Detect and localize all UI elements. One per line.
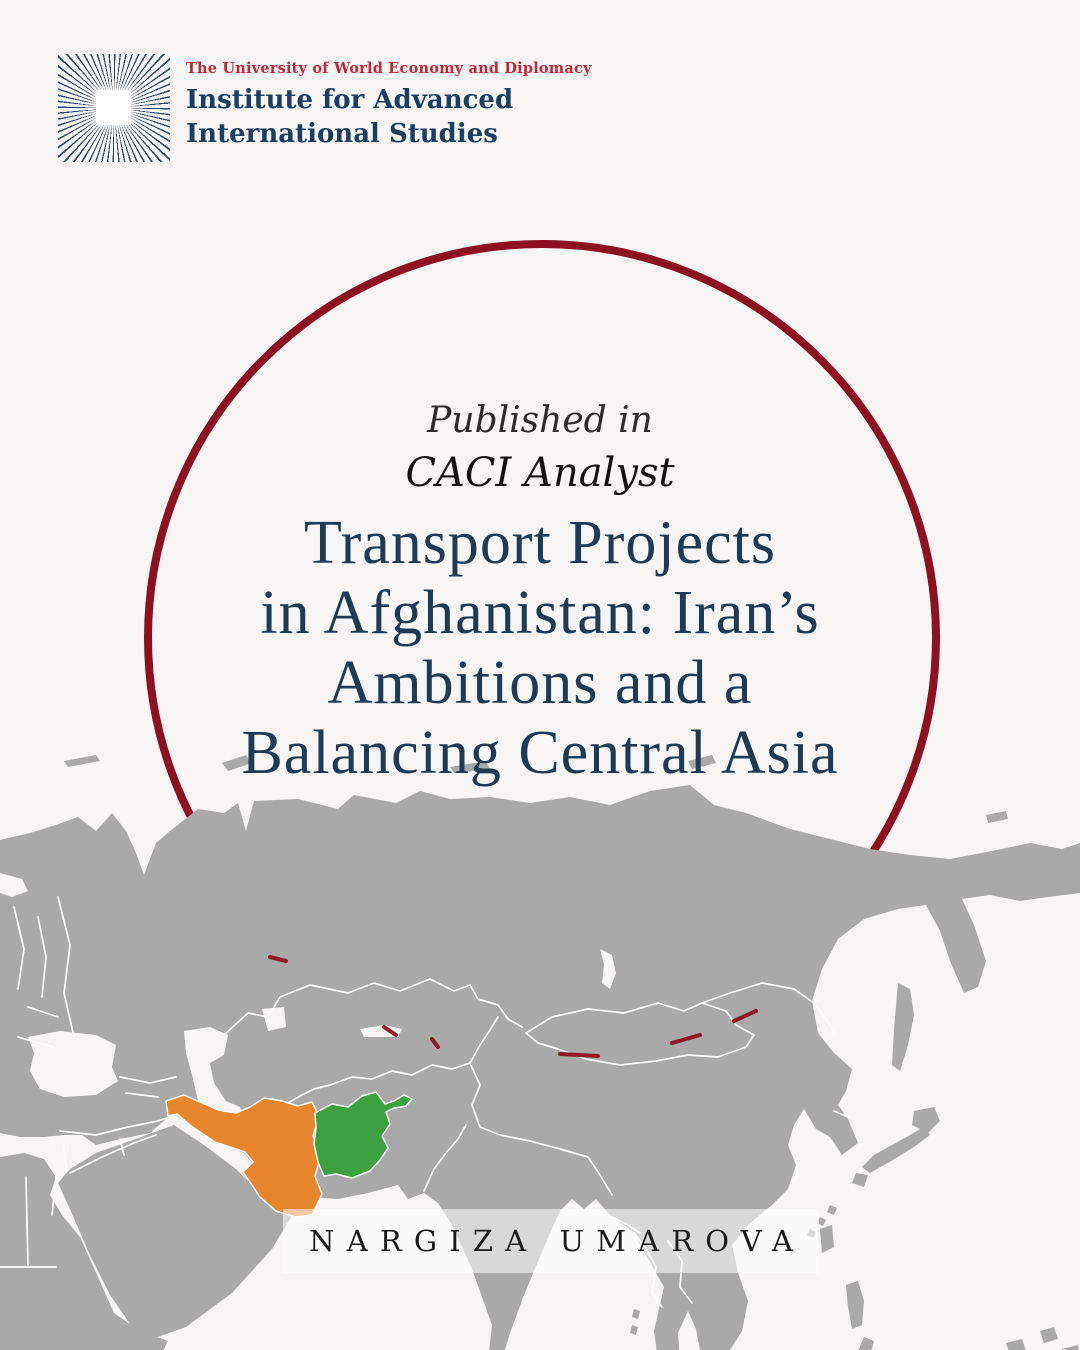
author-name: NARGIZA UMAROVA (309, 1224, 806, 1258)
institute-name (186, 83, 746, 151)
kyushu-island (852, 1173, 868, 1187)
title-line-2: in Afghanistan: Iran’s (260, 579, 820, 647)
logo-text-block (186, 60, 746, 151)
sunburst-logo-core (96, 90, 131, 125)
black-sea (28, 1031, 118, 1097)
author-bar (283, 1209, 819, 1273)
institute-name-line1: Institute for Advanced (186, 85, 514, 115)
published-in-label: Published in (427, 400, 653, 441)
title-line-3: Ambitions and a (327, 649, 753, 717)
title-line-1: Transport Projects (303, 509, 777, 577)
honshu-island (862, 1127, 930, 1173)
article-title (0, 508, 1080, 788)
sunburst-logo-icon (58, 54, 170, 162)
journal-name: CACI Analyst (405, 450, 675, 496)
institute-name-line2: International Studies (186, 119, 498, 149)
philippines-islands (846, 1281, 874, 1350)
title-line-4: Balancing Central Asia (241, 719, 839, 787)
hokkaido-island (912, 1107, 940, 1133)
university-name: The University of World Economy and Diplomacy (186, 60, 592, 77)
sakhalin-island (892, 983, 914, 1071)
taiwan-island (820, 1225, 834, 1253)
